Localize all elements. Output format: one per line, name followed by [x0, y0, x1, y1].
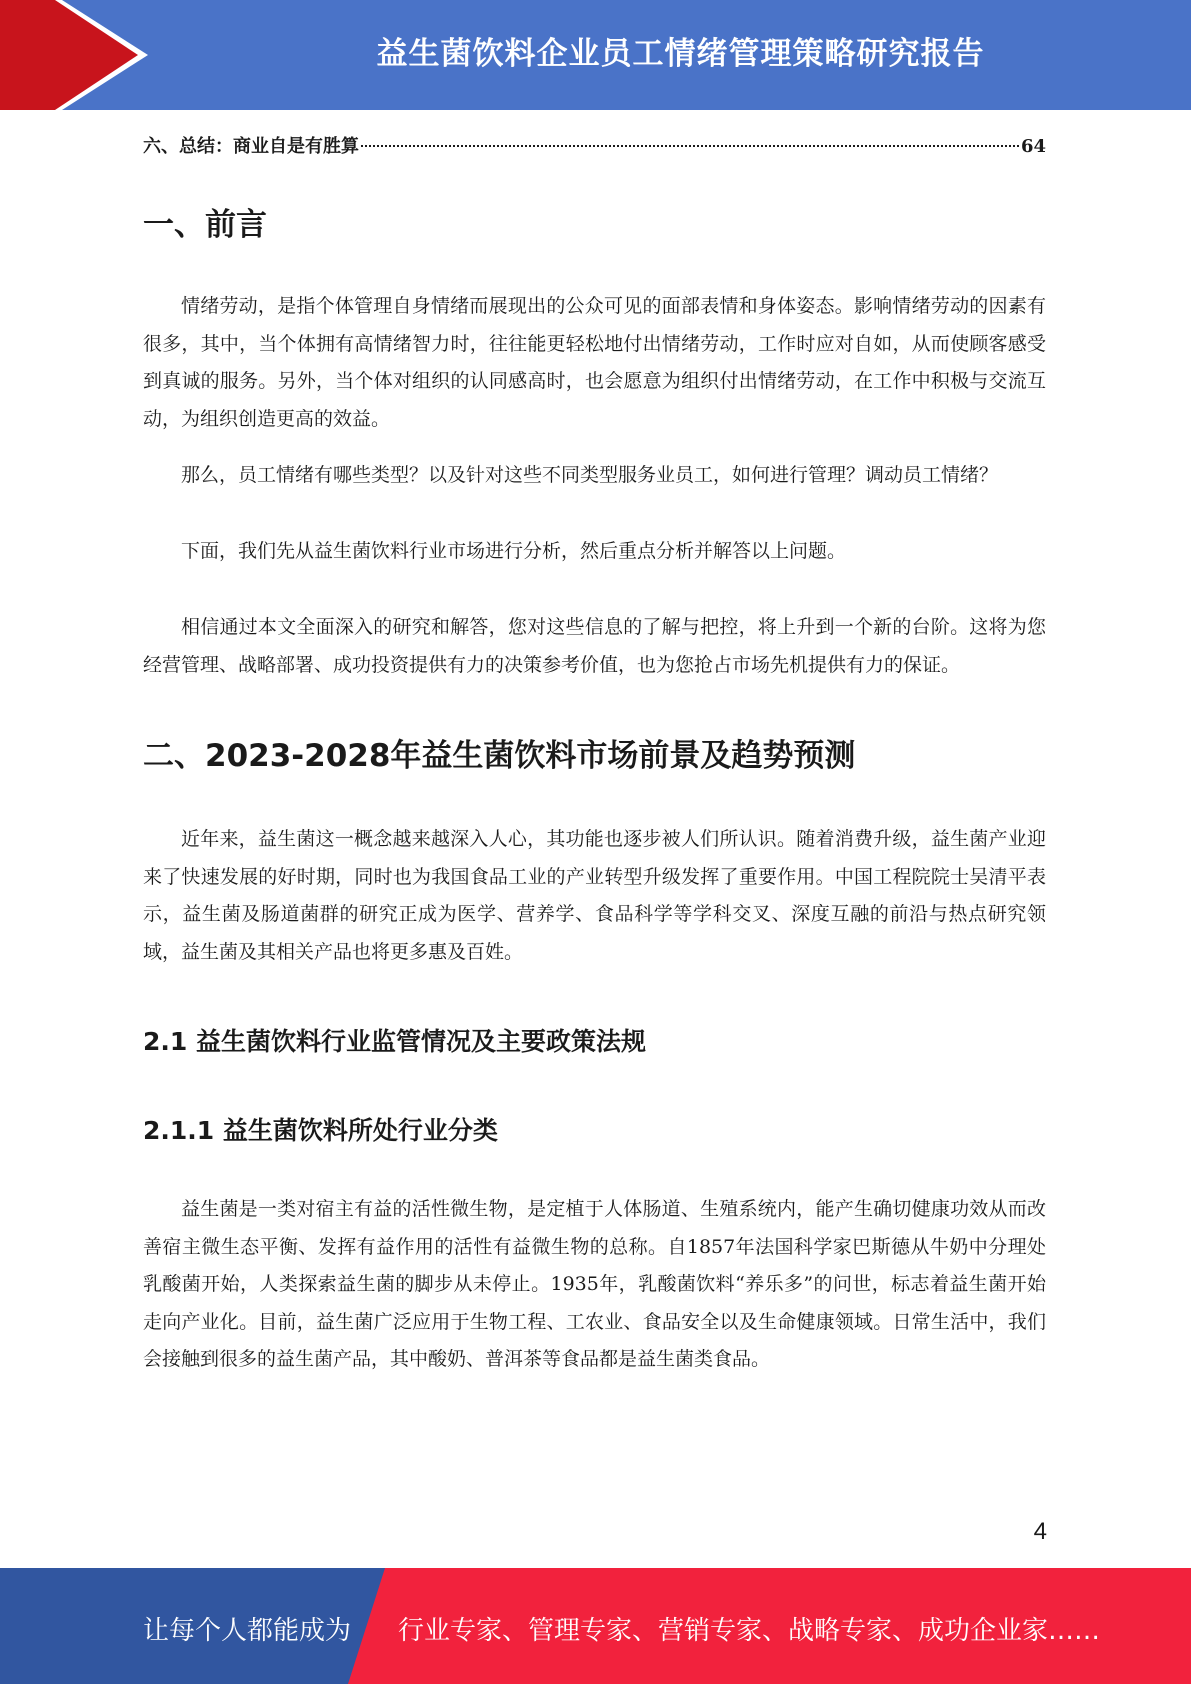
section-heading-preface: 一、前言: [143, 207, 267, 243]
footer-slogan-right: 行业专家、管理专家、营销专家、战略专家、成功企业家……: [398, 1616, 1101, 1646]
page-footer: [0, 1568, 1191, 1684]
report-title: 益生菌饮料企业员工情绪管理策略研究报告: [376, 36, 985, 72]
preface-paragraph-2: 那么，员工情绪有哪些类型？以及针对这些不同类型服务业员工，如何进行管理？调动员工情绪？: [181, 464, 999, 486]
page-content: [143, 110, 1046, 1379]
classification-paragraph: 益生菌是一类对宿主有益的活性微生物，是定植于人体肠道、生殖系统内，能产生确切健康功效从而改善宿主微生态平衡、发挥有益作用的活性有益微生物的总称。自1857年法国科学家巴斯德从牛奶中分理处乳酸菌开始，人类探索益生菌的脚步从未停止。1935年，乳酸菌饮料“养乐多”的问世，标志着益生菌开始走向产业化。目前，益生菌广泛应用于生物工程、工农业、食品安全以及生命健康领域。日常生活中，我们会接触到很多的益生菌产品，其中酸奶、普洱茶等食品都是益生菌类食品。: [143, 1198, 1046, 1370]
page-header: [0, 0, 1191, 110]
subsection-heading-regulation: 2.1 益生菌饮料行业监管情况及主要政策法规: [143, 1027, 646, 1056]
subsection-heading-classification: 2.1.1 益生菌饮料所处行业分类: [143, 1116, 498, 1145]
preface-paragraph-3: 下面，我们先从益生菌饮料行业市场进行分析，然后重点分析并解答以上问题。: [181, 539, 847, 562]
toc-entry-page: 64: [1020, 136, 1046, 157]
forecast-paragraph: 近年来，益生菌这一概念越来越深入人心，其功能也逐步被人们所认识。随着消费升级，益生菌产业迎来了快速发展的好时期，同时也为我国食品工业的产业转型升级发挥了重要作用。中国工程院院士吴清平表示，益生菌及肠道菌群的研究正成为医学、营养学、食品科学等学科交叉、深度互融的前沿与热点研究领域，益生菌及其相关产品也将更多惠及百姓。: [143, 828, 1046, 963]
toc-entry-label: 六、总结：商业自是有胜算: [143, 136, 359, 157]
footer-slogan-left: 让每个人都能成为: [143, 1616, 352, 1646]
toc-entry[interactable]: [143, 132, 1046, 158]
page-number: 4: [1033, 1518, 1047, 1545]
preface-paragraph-1: 情绪劳动，是指个体管理自身情绪而展现出的公众可见的面部表情和身体姿态。影响情绪劳动的因素有很多，其中，当个体拥有高情绪智力时，往往能更轻松地付出情绪劳动，工作时应对自如，从而使顾客感受到真诚的服务。另外，当个体对组织的认同感高时，也会愿意为组织付出情绪劳动，在工作中积极与交流互动，为组织创造更高的效益。: [143, 295, 1046, 430]
preface-paragraph-4: 相信通过本文全面深入的研究和解答，您对这些信息的了解与把控，将上升到一个新的台阶。这将为您经营管理、战略部署、成功投资提供有力的决策参考价值，也为您抢占市场先机提供有力的保证。: [143, 616, 1046, 676]
toc-leader-dots: [361, 145, 1019, 147]
section-heading-forecast: 二、2023-2028年益生菌饮料市场前景及趋势预测: [143, 738, 856, 774]
